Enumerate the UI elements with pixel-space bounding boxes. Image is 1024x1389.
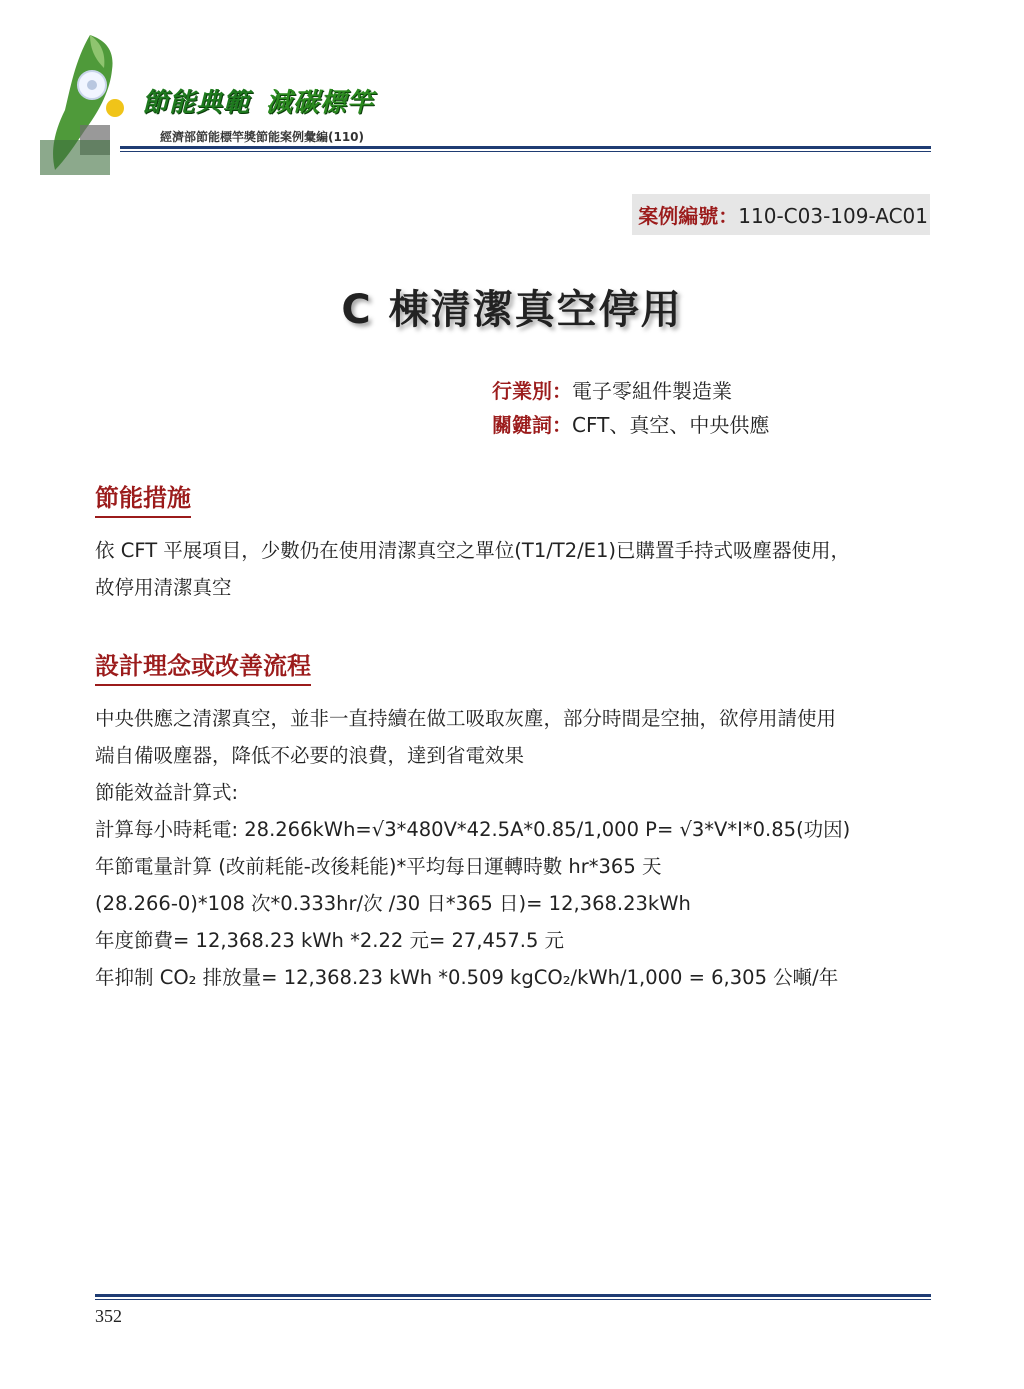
formula-line: (28.266-0)*108 次*0.333hr/次 /30 日*365 日)= 12,368.23kWh bbox=[95, 892, 691, 915]
formula-line: 年度節費= 12,368.23 kWh *2.22 元= 27,457.5 元 bbox=[95, 929, 565, 952]
section-heading-measures: 節能措施 bbox=[95, 478, 191, 518]
case-number-box bbox=[632, 194, 930, 235]
formula-line: 年節電量計算 (改前耗能-改後耗能)*平均每日運轉時數 hr*365 天 bbox=[95, 855, 662, 878]
section-heading-design: 設計理念或改善流程 bbox=[95, 646, 311, 686]
page-title: C 棟清潔真空停用 bbox=[341, 287, 683, 333]
industry-row bbox=[492, 375, 732, 404]
formula-line: 年抑制 CO₂ 排放量= 12,368.23 kWh *0.509 kgCO₂/kWh/1,000 = 6,305 公噸/年 bbox=[95, 966, 839, 989]
header-divider-thin bbox=[120, 151, 931, 152]
brand-subtitle: 經濟部節能標竿獎節能案例彙編(110) bbox=[160, 130, 365, 144]
brand-title-part-2: 減碳標竿 bbox=[266, 88, 375, 118]
taiwan-logo-icon bbox=[20, 30, 130, 180]
case-number-label: 案例編號： bbox=[638, 204, 739, 228]
section-body-design bbox=[95, 700, 935, 996]
page-number: 352 bbox=[95, 1306, 122, 1326]
text-line: 故停用清潔真空 bbox=[95, 576, 232, 599]
header-divider bbox=[120, 146, 931, 149]
footer-divider bbox=[95, 1294, 931, 1297]
brand-title bbox=[142, 82, 374, 119]
keywords-row bbox=[492, 409, 769, 438]
case-number-value: 110-C03-109-AC01 bbox=[738, 204, 928, 228]
text-line: 中央供應之清潔真空，並非一直持續在做工吸取灰塵，部分時間是空抽，欲停用請使用 bbox=[95, 707, 837, 730]
keywords-value: CFT、真空、中央供應 bbox=[572, 413, 770, 437]
section-body-measures bbox=[95, 532, 935, 606]
text-line: 節能效益計算式: bbox=[95, 781, 239, 804]
industry-value: 電子零組件製造業 bbox=[572, 379, 732, 403]
industry-label: 行業別： bbox=[492, 379, 572, 403]
keywords-label: 關鍵詞： bbox=[492, 413, 572, 437]
text-line: 依 CFT 平展項目，少數仍在使用清潔真空之單位(T1/T2/E1)已購置手持式吸塵器使用， bbox=[95, 539, 851, 562]
text-line: 端自備吸塵器，降低不必要的浪費，達到省電效果 bbox=[95, 744, 525, 767]
brand-title-part-1: 節能典範 bbox=[142, 88, 251, 118]
formula-line: 計算每小時耗電: 28.266kWh=√3*480V*42.5A*0.85/1,000 P= √3*V*I*0.85(功因) bbox=[95, 818, 851, 841]
footer-divider-thin bbox=[95, 1299, 931, 1300]
